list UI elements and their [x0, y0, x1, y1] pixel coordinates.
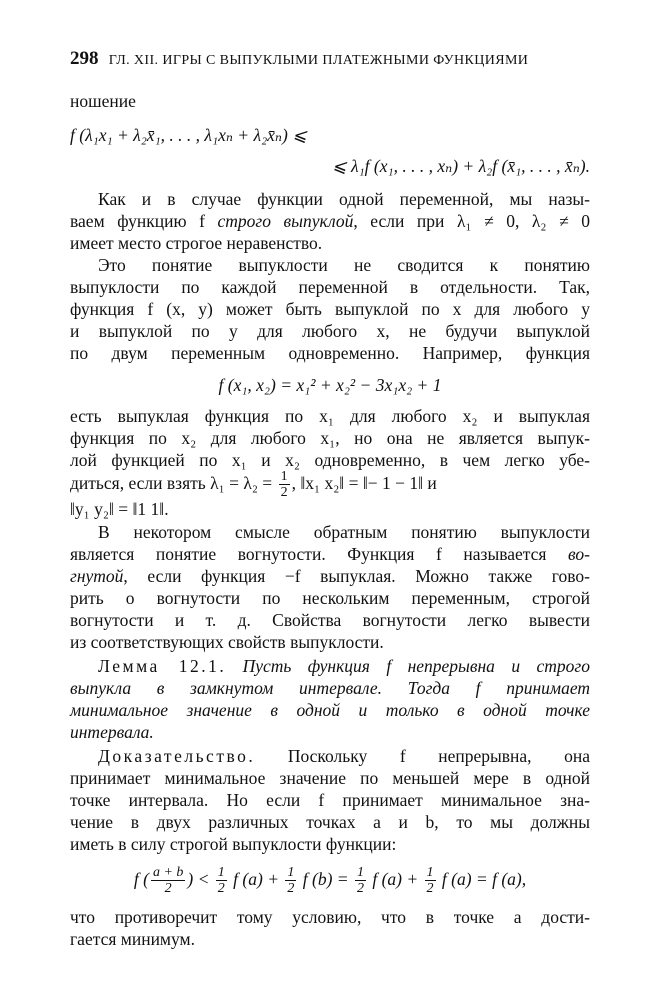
text-line: диться, если взять λ₁ = λ₂ = $\frac{1}{2}$ , ‖x₁ x₂‖ = ‖− 1 − 1‖ и [70, 469, 437, 501]
proof-line: точке интервала. Но если f принимает минимальное зна- [70, 790, 590, 810]
proof-line: чение в двух различных точках a и b, то мы должны [70, 812, 590, 832]
text-line: функция f (x, y) может быть выпуклой по x для любого y [70, 299, 590, 319]
text-line: функция по x₂ для любого x₁, но она не является выпук- [70, 428, 590, 448]
text-line: и выпуклой по y для любого x, не будучи выпуклой [70, 321, 590, 341]
fraction: $\frac{1}{2}$ [287, 865, 295, 897]
fraction: $\frac{1}{2}$ [426, 865, 434, 897]
text-line: рить о вогнутости по нескольким переменным, строгой [70, 588, 590, 608]
text-line: В некотором смысле обратным понятию выпуклости [98, 522, 590, 542]
text-line: является понятие вогнутости. Функция f называется во- [70, 544, 590, 564]
text-line: по двум переменным одновременно. Например, функция [70, 343, 590, 363]
page-number: 298 [70, 48, 99, 69]
text-line: ношение [70, 91, 136, 111]
text-line: из соответствующих свойств выпуклости. [70, 632, 384, 652]
formula-line: f ( $\frac{a + b}{2}$ ) < $\frac{1}{2}$ f (a) + $\frac{1}{2}$ f (b) = $\frac{1}{2}$ f (a) + $\frac{1}{2}$ f (a) = f (a), [133, 865, 527, 897]
lemma-line: минимальное значение в одной и только в одной точке [70, 700, 590, 720]
fraction: $\frac{a + b}{2}$ [152, 865, 184, 897]
lemma-line: интервала. [70, 722, 154, 742]
formula-line: f (λ₁x₁ + λ₂x̄₁, . . . , λ₁xₙ + λ₂x̄ₙ) ⩽ [70, 125, 307, 145]
formula-line: f (x₁, x₂) = x₁² + x₂² − 3x₁x₂ + 1 [218, 375, 442, 395]
text-line: имеет место строгое неравенство. [70, 233, 323, 253]
proof-line: принимает минимальное значение по меньшей мере в одной [70, 768, 590, 788]
text-line: Это понятие выпуклости не сводится к понятию [98, 255, 590, 275]
running-header [70, 48, 590, 70]
proof-line: Доказательство. Поскольку f непрерывна, она [98, 746, 590, 766]
fraction: $\frac{1}{2}$ [280, 469, 288, 501]
text-line: Как и в случае функции одной переменной, мы назы- [98, 189, 590, 209]
text-line: что противоречит тому условию, что в точке a дости- [70, 907, 590, 927]
text-line: гнутой, если функция −f выпуклая. Можно также гово- [70, 566, 590, 586]
proof-line: иметь в силу строгой выпуклости функции: [70, 834, 397, 854]
lemma-line: выпукла в замкнутом интервале. Тогда f принимает [70, 678, 590, 698]
formula-line: ⩽ λ₁f (x₁, . . . , xₙ) + λ₂f (x̄₁, . . . , x̄ₙ). [331, 156, 590, 176]
text-line: выпуклости по каждой переменной в отдельности. Так, [70, 277, 590, 297]
chapter-title: ГЛ. XII. ИГРЫ С ВЫПУКЛЫМИ ПЛАТЕЖНЫМИ ФУНКЦИЯМИ [108, 53, 529, 68]
text-line: ваем функцию f строго выпуклой, если при λ₁ ≠ 0, λ₂ ≠ 0 [70, 211, 590, 231]
text-line: ‖y₁ y₂‖ = ‖1 1‖. [70, 499, 169, 519]
text-line: вогнутости и т. д. Свойства вогнутости легко вывести [70, 610, 590, 630]
fraction: $\frac{1}{2}$ [217, 865, 225, 897]
text-line: гается минимум. [70, 929, 195, 949]
text-line: есть выпуклая функция по x₁ для любого x₂ и выпуклая [70, 406, 590, 426]
lemma-line: Лемма 12.1. Пусть функция f непрерывна и строго [98, 656, 590, 676]
fraction: $\frac{1}{2}$ [356, 865, 364, 897]
text-line: лой функцией по x₁ и x₂ одновременно, в чем легко убе- [70, 450, 590, 470]
